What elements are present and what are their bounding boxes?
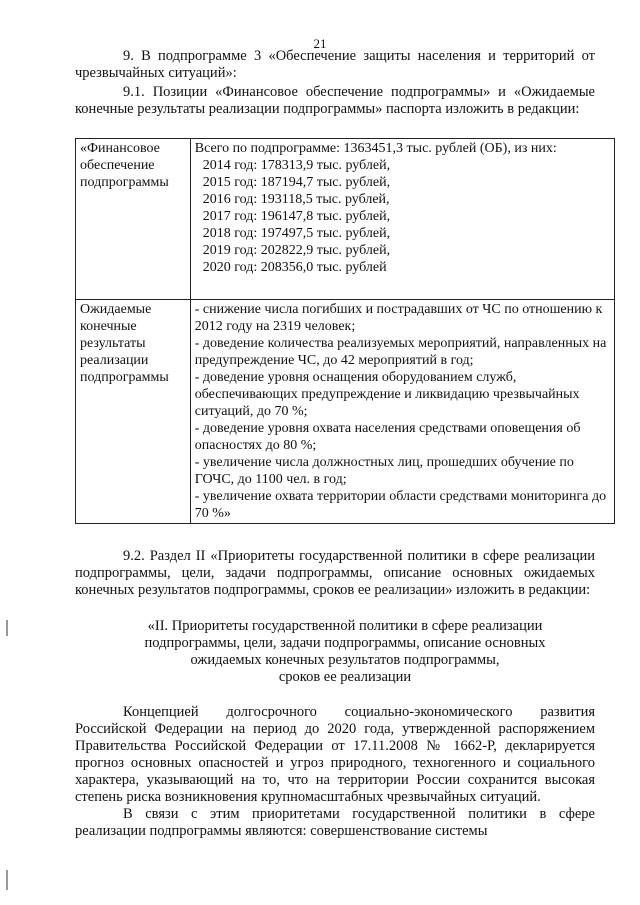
financing-year: 2017 год: 196147,8 тыс. рублей, (202, 209, 391, 224)
result-item: - доведение уровня оснащения оборудованием служб, обеспечивающих предупреждение и ликвидацию чрезвычайных ситуаций, до 70 %; (194, 370, 580, 419)
financing-content (190, 139, 614, 300)
table-row-results (76, 300, 615, 524)
financing-year: 2014 год: 178313,9 тыс. рублей, (202, 158, 391, 173)
financing-year: 2020 год: 208356,0 тыс. рублей (202, 260, 387, 275)
result-item: - снижение числа погибших и пострадавших от ЧС по отношению к 2012 году на 2319 человек; (194, 302, 603, 334)
margin-mark (6, 620, 8, 636)
page-number: 21 (313, 36, 327, 51)
result-item: - доведение количества реализуемых мероприятий, направленных на предупреждение ЧС, до 42 мероприятий в год; (194, 336, 607, 368)
paragraph-9-1: 9.1. Позиции «Финансовое обеспечение подпрограммы» и «Ожидаемые конечные результаты реализации подпрограммы» паспорта изложить в редакции: (75, 84, 595, 117)
section-title-line: «II. Приоритеты государственной политики в сфере реализации (147, 618, 543, 634)
financing-year: 2019 год: 202822,9 тыс. рублей, (202, 243, 391, 258)
table-row-financing (76, 139, 615, 300)
section-title (75, 618, 615, 686)
financing-year: 2018 год: 197497,5 тыс. рублей, (202, 226, 391, 241)
section-title-line: сроков ее реализации (278, 669, 412, 685)
financing-total: Всего по подпрограмме: 1363451,3 тыс. рублей (ОБ), из них: (194, 141, 557, 156)
financing-year: 2016 год: 193118,5 тыс. рублей, (202, 192, 390, 207)
results-label: Ожидаемые конечные результаты реализации подпрограммы (76, 300, 191, 524)
section-title-line: ожидаемых конечных результатов подпрограммы, (190, 652, 500, 668)
result-item: - доведение уровня охвата населения средствами оповещения об опасностях до 80 %; (194, 421, 581, 453)
financing-label: «Финансовое обеспечение подпрограммы (76, 139, 191, 300)
paragraph-concept: Концепцией долгосрочного социально-экономического развития Российской Федерации на период до 2020 года, утвержденной распоряжением Правительства Российской Федерации от 17.11.2008 № 1662-Р, декларируется прогноз основных опасностей и угроз природного, техногенного и социального характера, указывающий на то, что на территории России сохранится высокая степень риска возникновения крупномасштабных чрезвычайных ситуаций. (75, 704, 595, 805)
result-item: - увеличение охвата территории области средствами мониторинга до 70 %» (194, 489, 607, 521)
passport-table (75, 138, 615, 524)
section-title-line: подпрограммы, цели, задачи подпрограммы, описание основных (144, 635, 546, 651)
results-content (190, 300, 614, 524)
paragraph-priorities: В связи с этим приоритетами государственной политики в сфере реализации подпрограммы являются: совершенствование системы (75, 806, 595, 839)
paragraph-9-2: 9.2. Раздел II «Приоритеты государственной политики в сфере реализации подпрограммы, цели, задачи подпрограммы, описание основных ожидаемых конечных результатов подпрограммы, сроков ее реализации» изложить в редакции: (75, 548, 595, 598)
financing-year: 2015 год: 187194,7 тыс. рублей, (202, 175, 391, 190)
margin-mark (6, 870, 8, 890)
paragraph-9: 9. В подпрограмме 3 «Обеспечение защиты населения и территорий от чрезвычайных ситуаций»: (75, 48, 595, 81)
result-item: - увеличение числа должностных лиц, прошедших обучение по ГОЧС, до 1100 чел. в год; (194, 455, 574, 487)
